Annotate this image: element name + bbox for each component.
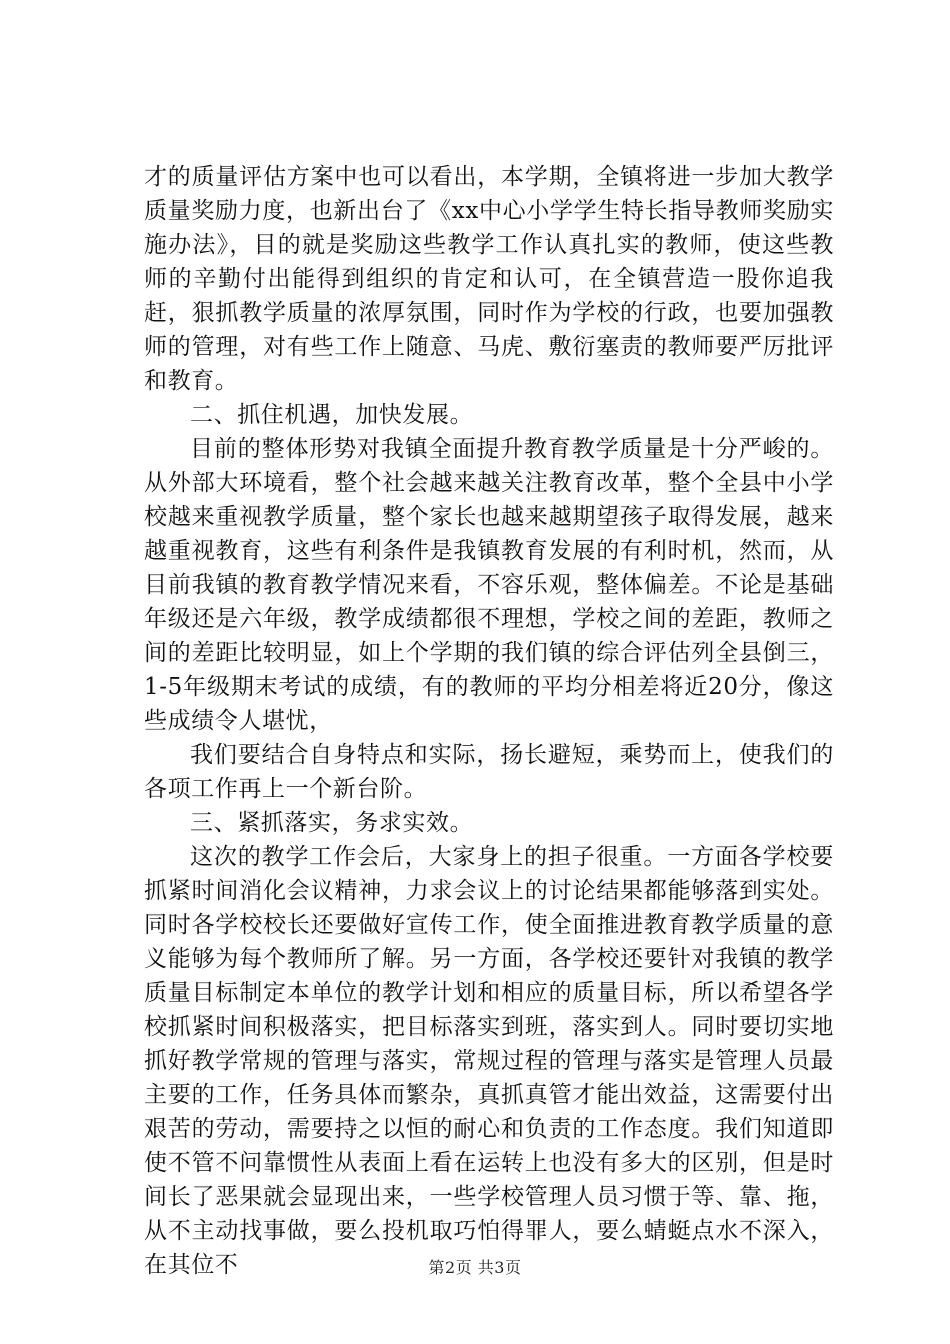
section-heading-2: 二、抓住机遇，加快发展。 bbox=[190, 402, 474, 428]
paragraph-4: 这次的教学工作会后，大家身上的担子很重。一方面各学校要抓紧时间消化会议精神，力求会议上的讨论结果都能够落到实处。同时各学校校长还要做好宣传工作，使全面推进教育教学质量的意义能够为每个教师所了解。另一方面，各学校还要针对我镇的教学质量目标制定本单位的教学计划和相应的质量目标，所以希望各学校抓紧时间积极落实，把目标落实到班，落实到人。同时要切实地抓好教学常规的管理与落实，常规过程的管理与落实是管理人员最主要的工作，任务具体而繁杂，真抓真管才能出效益，这需要付出艰苦的劳动，需要持之以恒的耐心和负责的工作态度。我们知道即使不管不问靠惯性从表面上看在运转上也没有多大的区别，但是时间长了恶果就会显现出来，一些学校管理人员习惯于等、靠、拖，从不主动找事做，要么投机取巧怕得罪人，要么蜻蜓点水不深入，在其位不 bbox=[144, 844, 834, 1278]
document-body bbox=[144, 160, 834, 1282]
paragraph-2: 目前的整体形势对我镇全面提升教育教学质量是十分严峻的。从外部大环境看，整个社会越来越关注教育改革，整个全县中小学校越来重视教学质量，整个家长也越来越期望孩子取得发展，越来越重视教育，这些有利条件是我镇教育发展的有利时机，然而，从目前我镇的教育教学情况来看，不容乐观，整体偏差。不论是基础年级还是六年级，教学成绩都很不理想，学校之间的差距，教师之间的差距比较明显，如上个学期的我们镇的综合评估列全县倒三，1-5年级期末考试的成绩，有的教师的平均分相差将近20分，像这些成绩令人堪忧， bbox=[144, 436, 834, 734]
paragraph-1: 才的质量评估方案中也可以看出，本学期，全镇将进一步加大教学质量奖励力度，也新出台了《xx中心小学学生特长指导教师奖励实施办法》，目的就是奖励这些教学工作认真扎实的教师，使这些教师的辛勤付出能得到组织的肯定和认可，在全镇营造一股你追我赶，狠抓教学质量的浓厚氛围，同时作为学校的行政，也要加强教师的管理，对有些工作上随意、马虎、敷衍塞责的教师要严厉批评和教育。 bbox=[144, 164, 834, 394]
page-number-footer: 第2页 共3页 bbox=[428, 1258, 522, 1277]
paragraph-3: 我们要结合自身特点和实际，扬长避短，乘势而上，使我们的各项工作再上一个新台阶。 bbox=[144, 742, 834, 802]
section-heading-3: 三、紧抓落实，务求实效。 bbox=[190, 810, 474, 836]
